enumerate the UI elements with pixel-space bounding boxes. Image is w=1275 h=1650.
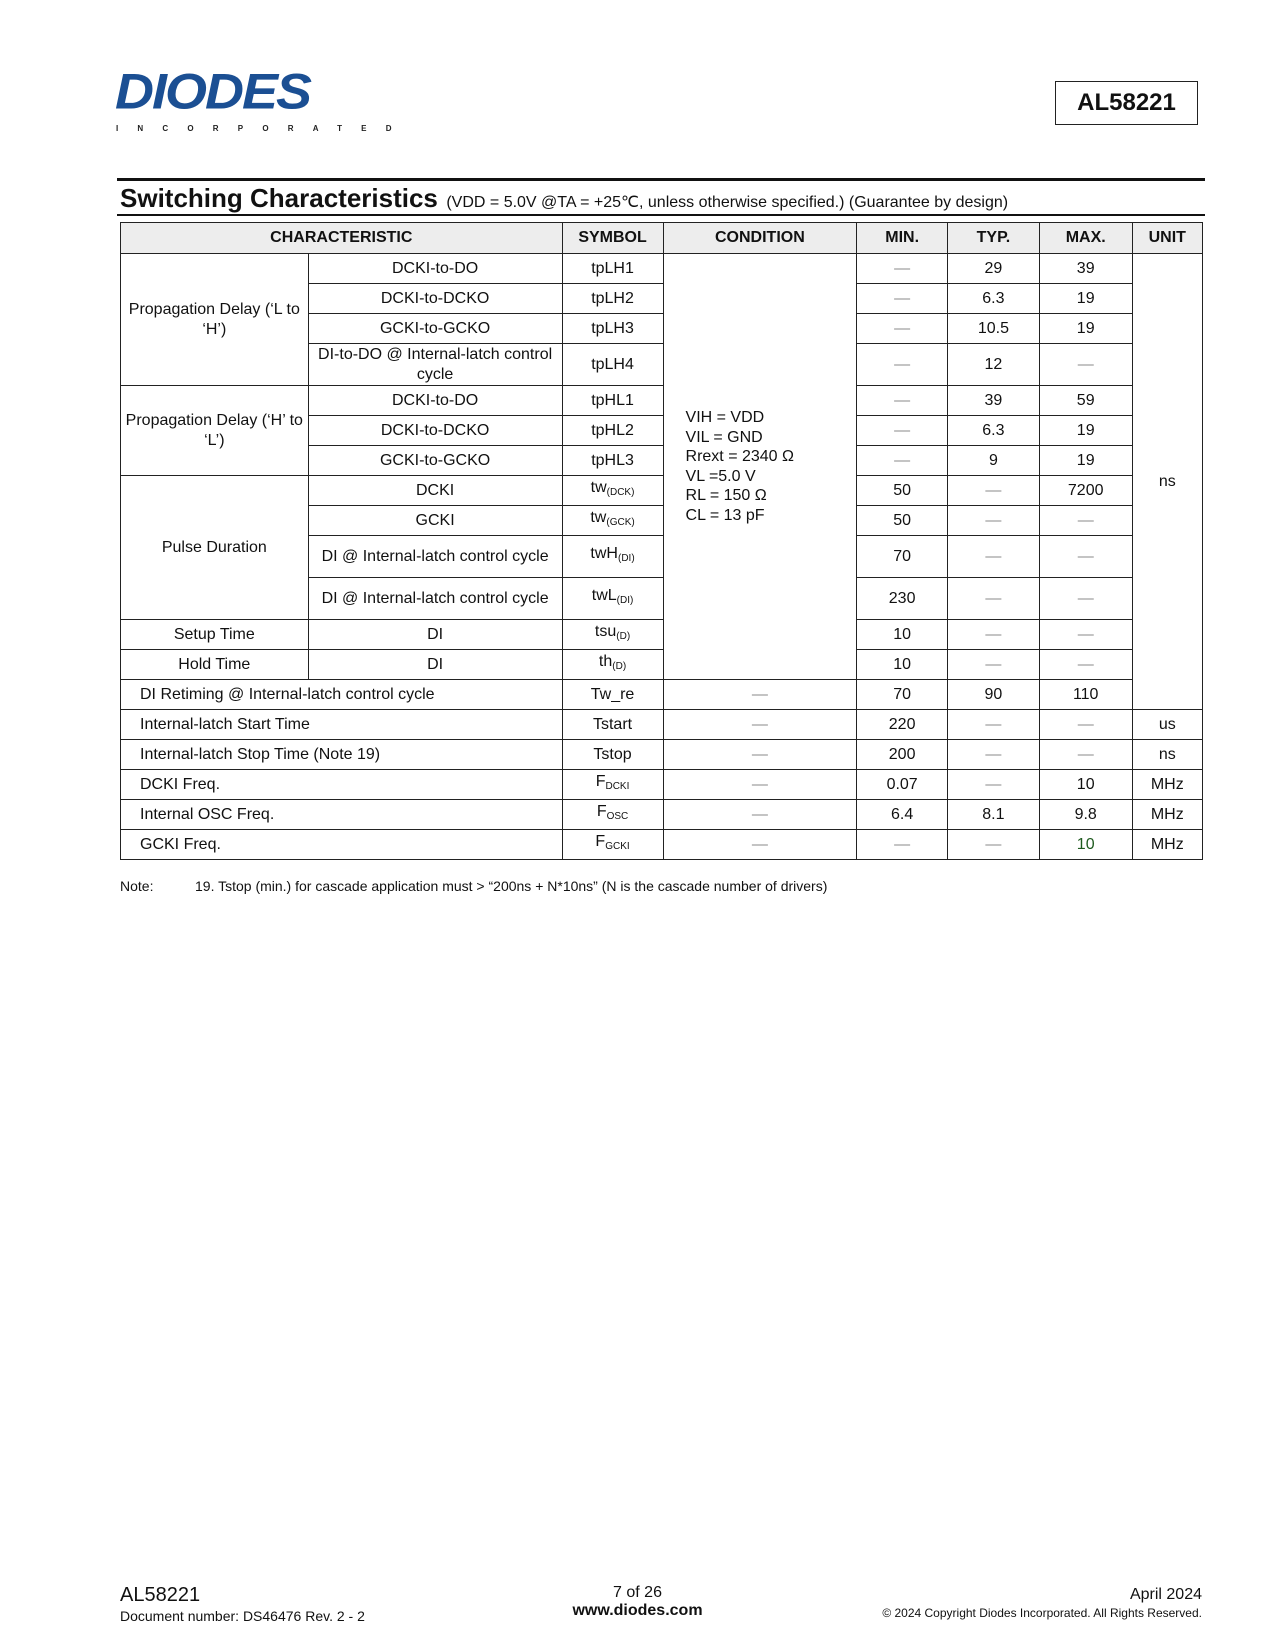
- min-cell: 0.07: [857, 770, 948, 800]
- condition-line: CL = 13 pF: [685, 506, 765, 524]
- typ-cell: 39: [948, 386, 1040, 416]
- min-cell: 10: [857, 620, 948, 650]
- symbol-subscript: DCKI: [605, 781, 630, 792]
- symbol-main: th: [598, 653, 613, 670]
- symbol-cell: [562, 476, 663, 506]
- table-row: [121, 476, 1203, 506]
- min-cell: —: [857, 254, 948, 284]
- table-row: [121, 710, 1203, 740]
- min-cell: 200: [857, 740, 948, 770]
- typ-cell: 9: [948, 446, 1040, 476]
- characteristic-cell: DCKI Freq.: [121, 770, 563, 800]
- unit-cell: MHz: [1132, 800, 1202, 830]
- condition-cell: —: [663, 680, 857, 710]
- table-note: [120, 878, 827, 894]
- sub-characteristic: DCKI: [308, 476, 562, 506]
- typ-cell: —: [948, 650, 1040, 680]
- note-label: Note:: [120, 878, 154, 894]
- symbol-cell: [562, 650, 663, 680]
- typ-cell: —: [948, 536, 1040, 578]
- condition-line: VIH = VDD: [685, 409, 765, 426]
- unit-cell: ns: [1132, 740, 1202, 770]
- typ-cell: 6.3: [948, 416, 1040, 446]
- group-hold-time: Hold Time: [121, 650, 309, 680]
- footer-website-link[interactable]: www.diodes.com: [572, 1602, 703, 1619]
- section-rule-bottom: [117, 214, 1205, 216]
- header-typ: TYP.: [948, 223, 1040, 254]
- header-unit: UNIT: [1132, 223, 1202, 254]
- test-condition-cell: [663, 254, 857, 680]
- table-row: [121, 770, 1203, 800]
- symbol-cell: [562, 536, 663, 578]
- condition-cell: —: [663, 770, 857, 800]
- footer-part-number: AL58221: [120, 1584, 201, 1606]
- max-cell: 9.8: [1039, 800, 1132, 830]
- symbol-cell: [562, 770, 663, 800]
- typ-cell: —: [948, 476, 1040, 506]
- max-cell: 10: [1039, 770, 1132, 800]
- symbol-subscript: (GCK): [606, 517, 635, 528]
- header-symbol: SYMBOL: [562, 223, 663, 254]
- group-pulse-duration: Pulse Duration: [121, 476, 309, 620]
- max-cell: —: [1039, 578, 1132, 620]
- table-row: [121, 254, 1203, 284]
- footer-date: April 2024: [1129, 1586, 1202, 1603]
- typ-cell: 6.3: [948, 284, 1040, 314]
- condition-line: Rrext = 2340 Ω: [685, 448, 794, 465]
- logo-wordmark: DIODES: [115, 64, 311, 120]
- symbol-cell: tpHL2: [562, 416, 663, 446]
- unit-cell: MHz: [1132, 770, 1202, 800]
- typ-cell: —: [948, 620, 1040, 650]
- switching-characteristics-table: [120, 222, 1203, 860]
- symbol-subscript: OSC: [606, 811, 629, 822]
- min-cell: 220: [857, 710, 948, 740]
- symbol-cell: tpLH1: [562, 254, 663, 284]
- condition-line: RL = 150 Ω: [685, 487, 767, 504]
- symbol-cell: Tstop: [562, 740, 663, 770]
- min-cell: 70: [857, 536, 948, 578]
- part-number-box: AL58221: [1055, 81, 1198, 125]
- symbol-main: tw: [590, 479, 607, 496]
- min-cell: 10: [857, 650, 948, 680]
- typ-cell: 29: [948, 254, 1040, 284]
- unit-cell: us: [1132, 710, 1202, 740]
- logo-subtext: INCORPORATED: [116, 124, 411, 133]
- characteristic-cell: GCKI Freq.: [121, 830, 563, 860]
- sub-characteristic: DCKI-to-DO: [308, 386, 562, 416]
- symbol-cell: Tstart: [562, 710, 663, 740]
- symbol-subscript: (D): [616, 631, 631, 642]
- max-cell: 10: [1039, 830, 1132, 860]
- sub-characteristic: DCKI-to-DCKO: [308, 416, 562, 446]
- max-cell: 59: [1039, 386, 1132, 416]
- symbol-cell: tpHL3: [562, 446, 663, 476]
- symbol-main: twH: [590, 545, 618, 562]
- table-row: [121, 830, 1203, 860]
- sub-characteristic: DI @ Internal-latch control cycle: [308, 536, 562, 578]
- min-cell: 6.4: [857, 800, 948, 830]
- unit-cell: ns: [1132, 254, 1202, 710]
- section-rule-top: [117, 178, 1205, 181]
- table-row: [121, 620, 1203, 650]
- table-row: [121, 386, 1203, 416]
- sub-characteristic: DCKI-to-DO: [308, 254, 562, 284]
- characteristic-cell: Internal OSC Freq.: [121, 800, 563, 830]
- max-cell: —: [1039, 650, 1132, 680]
- header-min: MIN.: [857, 223, 948, 254]
- sub-characteristic: DCKI-to-DCKO: [308, 284, 562, 314]
- header-condition: CONDITION: [663, 223, 857, 254]
- symbol-cell: tpLH3: [562, 314, 663, 344]
- max-cell: —: [1039, 710, 1132, 740]
- header-characteristic: CHARACTERISTIC: [121, 223, 563, 254]
- condition-line: VIL = GND: [685, 428, 763, 446]
- max-cell: 19: [1039, 284, 1132, 314]
- typ-cell: 8.1: [948, 800, 1040, 830]
- max-cell: 19: [1039, 314, 1132, 344]
- group-propagation-delay-hl: Propagation Delay (‘H’ to ‘L’): [121, 386, 309, 476]
- typ-cell: 10.5: [948, 314, 1040, 344]
- max-cell: 39: [1039, 254, 1132, 284]
- max-cell: 7200: [1039, 476, 1132, 506]
- footer-doc-number: Document number: DS46476 Rev. 2 - 2: [120, 1608, 365, 1624]
- group-setup-time: Setup Time: [121, 620, 309, 650]
- header-max: MAX.: [1039, 223, 1132, 254]
- section-heading: [120, 183, 1008, 214]
- table-row: [121, 650, 1203, 680]
- condition-line: VL =5.0 V: [685, 467, 756, 485]
- symbol-main: F: [595, 773, 606, 790]
- sub-characteristic: GCKI-to-GCKO: [308, 446, 562, 476]
- symbol-main: F: [596, 803, 607, 820]
- typ-cell: —: [948, 710, 1040, 740]
- max-cell: 19: [1039, 416, 1132, 446]
- table-header-row: [121, 223, 1203, 254]
- symbol-subscript: (D): [612, 661, 627, 672]
- min-cell: 50: [857, 506, 948, 536]
- typ-cell: —: [948, 578, 1040, 620]
- min-cell: —: [857, 416, 948, 446]
- typ-cell: 90: [948, 680, 1040, 710]
- min-cell: 70: [857, 680, 948, 710]
- sub-characteristic: DI @ Internal-latch control cycle: [308, 578, 562, 620]
- table-row: [121, 800, 1203, 830]
- symbol-cell: tpLH2: [562, 284, 663, 314]
- footer-copyright: © 2024 Copyright Diodes Incorporated. All Rights Reserved.: [882, 1606, 1202, 1620]
- diodes-logo: [115, 64, 411, 133]
- typ-cell: —: [948, 740, 1040, 770]
- min-cell: —: [857, 386, 948, 416]
- min-cell: —: [857, 344, 948, 386]
- sub-characteristic: GCKI-to-GCKO: [308, 314, 562, 344]
- sub-characteristic: DI-to-DO @ Internal-latch control cycle: [308, 344, 562, 386]
- symbol-cell: Tw_re: [562, 680, 663, 710]
- symbol-subscript: GCKI: [605, 841, 630, 852]
- symbol-cell: [562, 506, 663, 536]
- table-row: [121, 680, 1203, 710]
- symbol-main: tsu: [594, 623, 617, 640]
- min-cell: —: [857, 830, 948, 860]
- symbol-main: tw: [590, 509, 607, 526]
- min-cell: 50: [857, 476, 948, 506]
- symbol-main: F: [595, 833, 606, 850]
- condition-cell: —: [663, 710, 857, 740]
- typ-cell: —: [948, 830, 1040, 860]
- sub-characteristic: DI: [308, 620, 562, 650]
- characteristic-cell: Internal-latch Stop Time (Note 19): [121, 740, 563, 770]
- note-text: 19. Tstop (min.) for cascade application must > “200ns + N*10ns” (N is the cascade number of drivers): [195, 878, 828, 894]
- min-cell: 230: [857, 578, 948, 620]
- footer-page-number: 7 of 26: [613, 1584, 662, 1601]
- condition-cell: —: [663, 740, 857, 770]
- symbol-cell: tpLH4: [562, 344, 663, 386]
- symbol-cell: [562, 578, 663, 620]
- characteristic-cell: DI Retiming @ Internal-latch control cycle: [121, 680, 563, 710]
- condition-cell: —: [663, 830, 857, 860]
- max-cell: —: [1039, 740, 1132, 770]
- max-cell: —: [1039, 620, 1132, 650]
- typ-cell: —: [948, 770, 1040, 800]
- max-cell: —: [1039, 344, 1132, 386]
- symbol-cell: [562, 830, 663, 860]
- section-conditions: (VDD = 5.0V @TA = +25℃, unless otherwise specified.) (Guarantee by design): [446, 194, 1009, 211]
- symbol-cell: [562, 620, 663, 650]
- symbol-cell: [562, 800, 663, 830]
- max-cell: —: [1039, 536, 1132, 578]
- min-cell: —: [857, 284, 948, 314]
- min-cell: —: [857, 446, 948, 476]
- table-row: [121, 740, 1203, 770]
- characteristic-cell: Internal-latch Start Time: [121, 710, 563, 740]
- symbol-main: twL: [591, 587, 617, 604]
- group-propagation-delay-lh: Propagation Delay (‘L to ‘H’): [121, 254, 309, 386]
- sub-characteristic: DI: [308, 650, 562, 680]
- condition-cell: —: [663, 800, 857, 830]
- symbol-cell: tpHL1: [562, 386, 663, 416]
- typ-cell: —: [948, 506, 1040, 536]
- unit-cell: MHz: [1132, 830, 1202, 860]
- max-cell: 110: [1039, 680, 1132, 710]
- max-cell: —: [1039, 506, 1132, 536]
- symbol-subscript: (DI): [617, 553, 635, 564]
- sub-characteristic: GCKI: [308, 506, 562, 536]
- min-cell: —: [857, 314, 948, 344]
- typ-cell: 12: [948, 344, 1040, 386]
- section-title: Switching Characteristics: [120, 183, 438, 213]
- symbol-subscript: (DCK): [606, 487, 635, 498]
- max-cell: 19: [1039, 446, 1132, 476]
- symbol-subscript: (DI): [616, 595, 634, 606]
